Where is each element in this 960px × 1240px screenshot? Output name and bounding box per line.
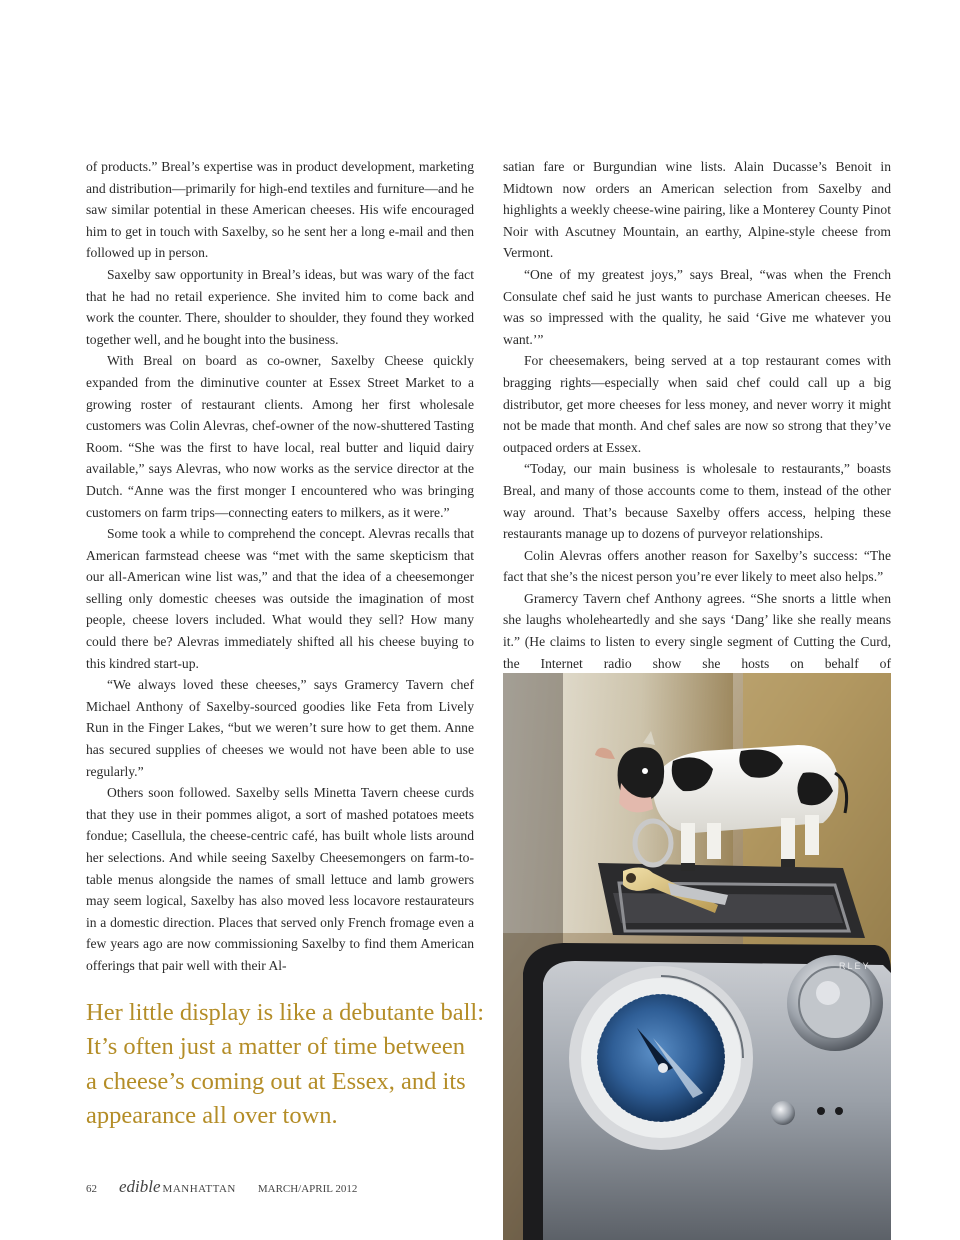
paragraph: “Today, our main business is wholesale to restaurants,” boasts Breal, and many of those accounts come to them, instead of the other way around. That’s because Saxelby offers access, helping these restaurants manage up to dozens of purveyor relationships. [503,461,891,542]
pullquote-line: It’s often just a matter of time between [86,1033,465,1061]
photo-illustration [503,673,891,1240]
paragraph: Colin Alevras offers another reason for Saxelby’s success: “The fact that she’s the nicest person you’re ever likely to meet also helps.” [503,547,891,585]
article-left-column [86,156,474,977]
paragraph: “One of my greatest joys,” says Breal, “was when the French Consulate chef said he just wants to purchase American cheeses. He was so impressed with the quality, he said ‘Give me whatever you want.’” [503,266,891,347]
pullquote-line: Her little display is like a debutante ball: [86,999,485,1026]
pullquote [86,996,486,1134]
paragraph: Gramercy Tavern chef Anthony agrees. “She snorts a little when she laughs wholeheartedly and she says ‘Dang’ like she really means it.” (He claims to listen to every single segment of Cutting the Curd, the Internet radio show she hosts on behalf of [503,590,891,671]
pullquote-line: a cheese’s coming out at Essex, and its [86,1067,466,1095]
paragraph: Others soon followed. Saxelby sells Minetta Tavern cheese curds that they use in their pommes aligot, a sort of mashed potatoes meets fondue; Casellula, the cheese-centric café, has built whole lists around her selections. And while seeing Saxelby Cheesemongers on farm-to-table menus alongside the names of small lettuce and lamb growers may seem logical, Saxelby has also moved less locavore restaurateurs in a domestic direction. Places that served only French fromage even a few years ago are now commissioning Saxelby to find them American offerings that pair well with their Al- [86,785,474,973]
magazine-name-city: MANHATTAN [162,1183,236,1195]
paragraph: For cheesemakers, being served at a top restaurant comes with bragging rights—especially when said chef could call up a big distributor, get more cheeses for less money, and never worry it might not be made that month. And chef sales are now so strong that they’ve outpaced orders at Essex. [503,353,891,455]
page-number: 62 [86,1183,97,1195]
radio-brand-text: RLEY [839,961,871,971]
paragraph: of products.” Breal’s expertise was in product development, marketing and distribution—primarily for high-end textiles and furniture—and he saw similar potential in these American cheeses. His wife encouraged him to get in touch with Saxelby, so he sent her a long e-mail and then followed up in person. [86,159,474,261]
paragraph: “We always loved these cheeses,” says Gramercy Tavern chef Michael Anthony of Saxelby-sourced goodies like Feta from Lively Run in the Finger Lakes, “but we weren’t sure how to get them. Anne has secured supplies of cheeses we would not have been able to use regularly.” [86,677,474,779]
page-footer [86,1177,357,1197]
paragraph: Saxelby saw opportunity in Breal’s ideas, but was wary of the fact that he had no retail experience. She invited him to come back and work the counter. There, shoulder to shoulder, they found they worked together well, and he bought into the business. [86,266,474,347]
issue-date: MARCH/APRIL 2012 [257,1183,358,1195]
cow-on-radio-photo [503,673,891,1240]
magazine-name-italic: edible [119,1177,161,1196]
pullquote-line: appearance all over town. [86,1102,338,1130]
article-right-column [503,156,891,696]
paragraph: satian fare or Burgundian wine lists. Alain Ducasse’s Benoit in Midtown now orders an American selection from Saxelby and highlights a weekly cheese-wine pairing, like a Monterey County Pinot Noir with Ascutney Mountain, an earthy, Alpine-style cheese from Vermont. [503,159,891,261]
paragraph: With Breal on board as co-owner, Saxelby Cheese quickly expanded from the diminutive counter at Essex Street Market to a growing roster of restaurant clients. Among her first wholesale customers was Colin Alevras, chef-owner of the now-shuttered Tasting Room. “She was the first to have local, real butter and liquid dairy available,” says Alevras, who now works as the service director at the Dutch. “Anne was the first monger I encountered who was bringing customers on farm trips—connecting eaters to milkers, as it were.” [86,353,474,520]
paragraph: Some took a while to comprehend the concept. Alevras recalls that American farmstead cheese was “met with the same skepticism that our all-American wine list was,” and that the idea of a cheesemonger selling only domestic cheeses was outside the imagination of most people, cheese lovers included. What would they sell? How many could there be? Alevras immediately shifted all his cheese buying to this kindred start-up. [86,526,474,671]
